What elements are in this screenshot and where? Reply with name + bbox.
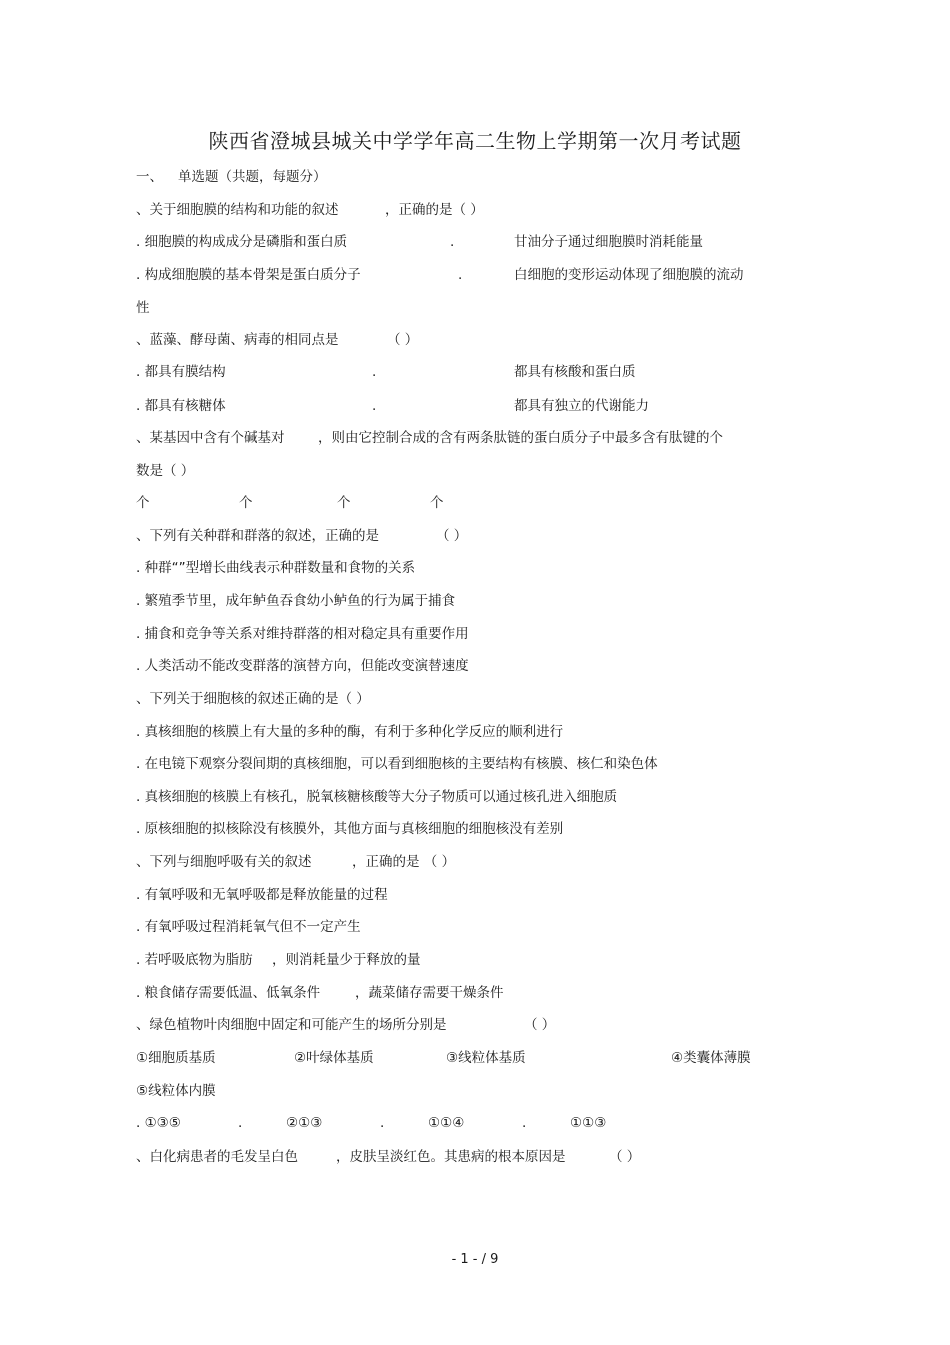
option-c: 个 [337,495,351,511]
question-4-option-b [136,590,836,612]
option-b: 都具有核酸和蛋白质 [514,364,636,380]
question-3-stem [136,427,836,449]
option-d: 都具有独立的代谢能力 [514,398,649,414]
question-stem-text: ，则由它控制合成的含有两条肽链的蛋白质分子中最多含有肽键的个 [318,430,723,446]
question-5-option-a [136,721,836,743]
question-stem-text: 、关于细胞膜的结构和功能的叙述 [136,202,339,218]
question-5-option-b [136,753,836,775]
question-6-option-c [136,949,836,971]
question-5-option-d [136,818,836,840]
question-stem-text: ，正确的是 （ ） [352,854,456,870]
option-b: . 在电镜下观察分裂间期的真核细胞，可以看到细胞核的主要结构有核膜、核仁和染色体 [136,756,658,772]
question-stem-text: （ ） [436,528,468,544]
question-7-options [136,1112,836,1134]
option-c: . 若呼吸底物为脂肪 [136,952,253,968]
question-8-stem [136,1146,836,1168]
question-stem-text: 、下列有关种群和群落的叙述，正确的是 [136,528,379,544]
question-stem-text: 、某基因中含有个碱基对 [136,430,285,446]
question-stem-text: ，正确的是（ ） [385,202,484,218]
option-c: . 都具有核糖体 [136,398,226,414]
option-b-marker: . [372,364,377,380]
question-stem-text: （ ） [387,332,419,348]
option-d: 个 [430,495,444,511]
choice-item-2: ②叶绿体基质 [294,1050,374,1066]
option-a: . 种群“”型增长曲线表示种群数量和食物的关系 [136,560,416,576]
option-b-marker: . [238,1115,243,1131]
option-d-marker: . [372,398,377,414]
option-a: . 真核细胞的核膜上有大量的多种的酶，有利于多种化学反应的顺利进行 [136,724,564,740]
choice-item-3: ③线粒体基质 [446,1050,526,1066]
option-d: . 粮食储存需要低温、低氧条件 [136,985,321,1001]
option-d-marker: . [458,267,463,283]
option-b: . 有氧呼吸过程消耗氧气但不一定产生 [136,919,361,935]
choice-item-4: ④类囊体薄膜 [671,1050,751,1066]
question-1-options-cd [136,264,836,286]
question-7-items-row-2 [136,1080,336,1102]
question-5-option-c [136,786,836,808]
section-heading-text: 单选题（共题，每题分） [178,169,327,185]
question-6-option-d [136,982,836,1004]
option-c-marker: . [380,1115,385,1131]
option-c-continuation: ，则消耗量少于释放的量 [272,952,421,968]
question-stem-text: （ ） [609,1149,641,1165]
page-number: - 1 - / 9 [451,1252,499,1267]
question-stem-text: 、蓝藻、酵母菌、病毒的相同点是 [136,332,339,348]
question-stem-text: 、下列与细胞呼吸有关的叙述 [136,854,312,870]
question-stem-text: 、绿色植物叶肉细胞中固定和可能产生的场所分别是 [136,1017,447,1033]
option-b: ②①③ [286,1115,323,1131]
option-b: . 繁殖季节里，成年鲈鱼吞食幼小鲈鱼的行为属于捕食 [136,593,456,609]
option-a: . 都具有膜结构 [136,364,226,380]
question-stem-text: 、白化病患者的毛发呈白色 [136,1149,298,1165]
question-1-stem [136,199,836,221]
option-d-continuation: 性 [136,300,150,316]
question-stem-text: 、下列关于细胞核的叙述正确的是（ ） [136,691,370,707]
question-2-stem [136,329,836,351]
question-6-option-b [136,916,836,938]
question-2-options-ab [136,361,836,383]
option-b: 甘油分子通过细胞膜时消耗能量 [514,234,703,250]
option-b-marker: . [450,234,455,250]
option-d: . 原核细胞的拟核除没有核膜外，其他方面与真核细胞的细胞核没有差别 [136,821,564,837]
question-4-option-a [136,557,836,579]
option-c: . 捕食和竞争等关系对维持群落的相对稳定具有重要作用 [136,626,469,642]
question-4-stem [136,525,836,547]
question-stem-text: ，皮肤呈淡红色。其患病的根本原因是 [336,1149,566,1165]
question-stem-text: （ ） [524,1017,556,1033]
option-c: ①①④ [428,1115,465,1131]
question-6-stem [136,851,836,873]
option-c: . 构成细胞膜的基本骨架是蛋白质分子 [136,267,361,283]
option-b: 个 [239,495,253,511]
question-3-options [136,492,836,514]
question-stem-text: 数是（ ） [136,463,195,479]
question-7-stem [136,1014,836,1036]
question-1-option-d-continuation [136,297,236,319]
option-d-continuation: ，蔬菜储存需要干燥条件 [355,985,504,1001]
section-number: 一、 [136,169,163,185]
option-a: . 有氧呼吸和无氧呼吸都是释放能量的过程 [136,887,388,903]
option-a: 个 [136,495,150,511]
question-4-option-d [136,655,836,677]
option-d: . 人类活动不能改变群落的演替方向，但能改变演替速度 [136,658,469,674]
choice-item-1: ①细胞质基质 [136,1050,216,1066]
option-c: . 真核细胞的核膜上有核孔，脱氧核糖核酸等大分子物质可以通过核孔进入细胞质 [136,789,618,805]
question-1-options-ab [136,231,836,253]
section-heading [136,166,836,188]
document-title: 陕西省澄城县城关中学学年高二生物上学期第一次月考试题 [208,129,742,153]
option-a: . ①③⑤ [136,1115,181,1131]
question-6-option-a [136,884,836,906]
question-3-stem-continuation [136,460,336,482]
choice-item-5: ⑤线粒体内膜 [136,1083,216,1099]
question-5-stem [136,688,836,710]
question-7-items-row-1 [136,1047,796,1069]
option-d-marker: . [522,1115,527,1131]
option-a: . 细胞膜的构成成分是磷脂和蛋白质 [136,234,348,250]
question-4-option-c [136,623,836,645]
question-2-options-cd [136,395,836,417]
option-d: 白细胞的变形运动体现了细胞膜的流动 [514,267,744,283]
option-d: ①①③ [570,1115,607,1131]
